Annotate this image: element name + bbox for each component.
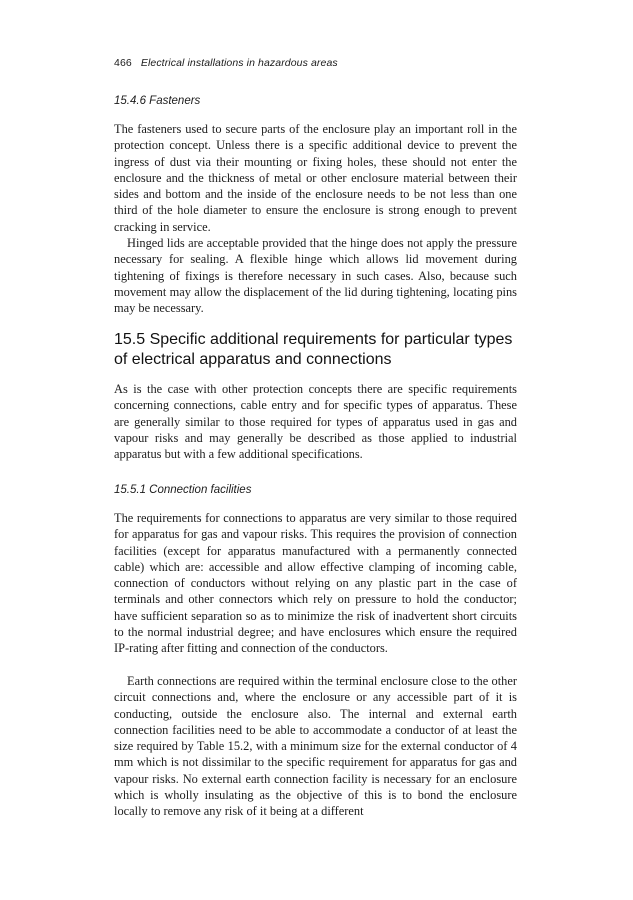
subsection-heading-fasteners: 15.4.6 Fasteners — [114, 95, 201, 107]
paragraph-connection-2: Earth connections are required within the terminal enclosure close to the other circuit connections and, where the enclosure or any accessible part of it is conducting, outside the enclosure also. The internal and external earth connection facilities need to be able to accommodate a conductor of at least the size required by Table 15.2, with a minimum size for the external conductor of 4 mm which is not dissimilar to the specific requirement for apparatus for gas and vapour risks. No external earth connection facility is necessary for an enclosure which is wholly insulating as the objective of this is to bond the enclosure locally to remove any risk of it being at a different — [114, 674, 517, 819]
section-heading: 15.5 Specific additional requirements for particular types of electrical apparatus and connections — [114, 331, 513, 368]
paragraph-section-intro: As is the case with other protection concepts there are specific requirements concerning connections, cable entry and for specific types of apparatus. These are generally similar to those required for types of apparatus used in gas and vapour risks and may generally be described as those applied to industrial apparatus but with a few additional specifications. — [114, 382, 517, 462]
paragraph-fasteners-2: Hinged lids are acceptable provided that the hinge does not apply the pressure necessary for sealing. A flexible hinge which allows lid movement during tightening of fixings is therefore necessary in such cases. Also, because such movement may allow the displacement of the lid during tightening, locating pins may be necessary. — [114, 236, 517, 316]
running-head — [114, 57, 338, 69]
page-number: 466 — [114, 57, 132, 69]
paragraph-fasteners-1: The fasteners used to secure parts of the enclosure play an important roll in the protection concept. Unless there is a specific additional device to prevent the ingress of dust via their mounting or fixing holes, these should not enter the enclosure and the thickness of metal or other enclosure material between their sides and bottom and the inside of the enclosure needs to be not less than one third of the hole diameter to ensure the enclosure is strong enough to prevent cracking in service. — [114, 122, 517, 234]
subsection-heading-connection-facilities: 15.5.1 Connection facilities — [114, 484, 252, 496]
running-title: Electrical installations in hazardous areas — [140, 57, 338, 69]
paragraph-connection-1: The requirements for connections to apparatus are very similar to those required for apparatus for gas and vapour risks. This requires the provision of connection facilities (except for apparatus manufactured with a permanently connected cable) which are: accessible and allow effective clamping of incoming cable, connection of conductors without relying on any plastic part in the case of terminals and other connectors which rely on pressure to hold the conductor; have sufficient separation so as to minimize the risk of inadvertent short circuits to the normal industrial degree; and have enclosures which ensure the required IP-rating after fitting and connection of the conductors. — [114, 511, 517, 656]
